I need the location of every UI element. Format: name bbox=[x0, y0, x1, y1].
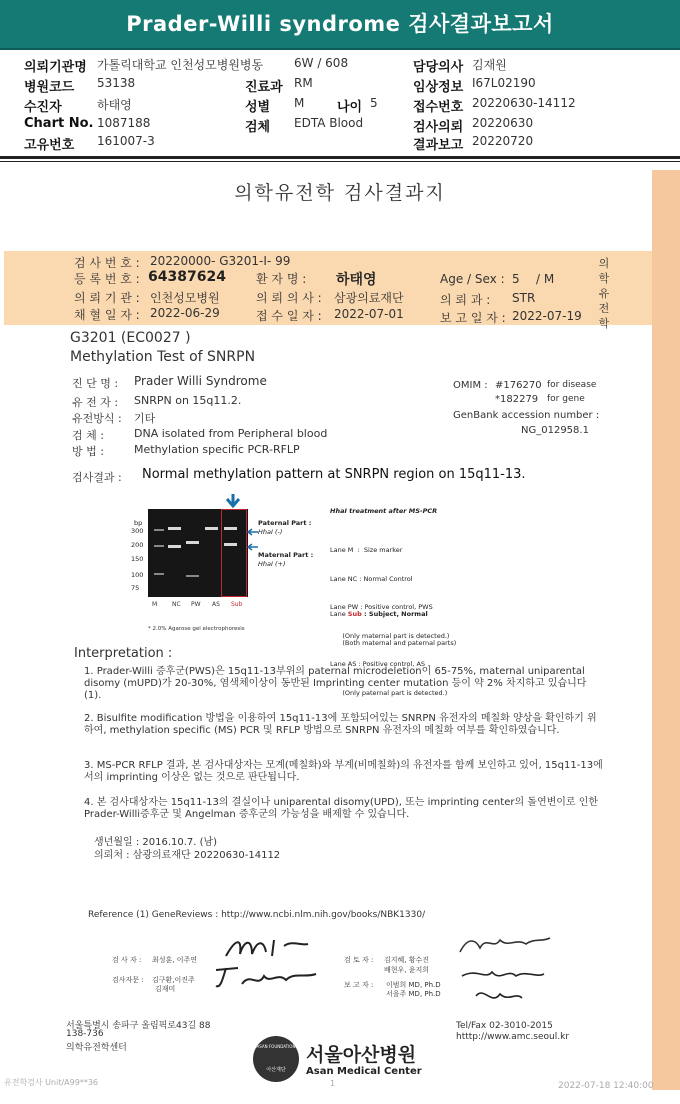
reviewer-value: 김지혜, 황수진 bbox=[384, 956, 430, 964]
test-code: G3201 (EC0027 ) bbox=[70, 330, 191, 346]
interp-item: 4. 본 검사대상자는 15q11-13의 결실이나 uniparental disomy(UPD), 또는 imprinting center의 돌연변이로 인한 Prader-Willi증후군 및 Angelman 증후군의 가능성을 배제할 수 있습니다. bbox=[84, 797, 599, 820]
test-no: 20220000- G3201-I- 99 bbox=[150, 254, 291, 268]
unique-label: 고유번호 bbox=[24, 138, 75, 153]
recv-label: 접 수 일 자 : bbox=[256, 309, 322, 323]
seal-mid-text: 아산재단 bbox=[266, 1067, 286, 1073]
patient-name: 하태영 bbox=[336, 272, 377, 288]
request-label: 검사의뢰 bbox=[413, 120, 464, 135]
patient-info-box bbox=[4, 251, 652, 325]
report-date-value: 2022-07-19 bbox=[512, 309, 582, 323]
tel-fax: Tel/Fax 02-3010-2015 bbox=[456, 1021, 553, 1031]
website: htttp://www.amc.seoul.kr bbox=[456, 1032, 570, 1042]
omim-gene-note: for gene bbox=[547, 394, 585, 404]
paternal-sub: HhaI (-) bbox=[258, 528, 283, 536]
test-no-label: 검 사 번 호 : bbox=[74, 256, 140, 270]
request-value: 20220630 bbox=[472, 116, 534, 130]
seal-top-text: ASAN FOUNDATION bbox=[256, 1044, 296, 1049]
age-label: 나이 bbox=[337, 100, 363, 115]
reference: Reference (1) GeneReviews : http://www.ncbi.nlm.nih.gov/books/NBK1330/ bbox=[88, 910, 426, 920]
lane-sub: Sub bbox=[231, 601, 243, 608]
reviewer-signature-icon bbox=[456, 930, 552, 960]
hospital-code-value: 53138 bbox=[97, 76, 136, 90]
arrow-down-icon bbox=[224, 494, 242, 510]
omim-disease: #176270 bbox=[495, 380, 542, 391]
legend-line: (Only paternal part is detected.) bbox=[330, 688, 448, 697]
doc-title: 의학유전학 검사결과지 bbox=[234, 182, 446, 204]
chart-value: 1087188 bbox=[97, 116, 151, 130]
ward-value: 6W / 608 bbox=[294, 56, 349, 70]
clinical-value: I67L02190 bbox=[472, 76, 536, 90]
diag-label: 진 단 명 : bbox=[72, 377, 119, 390]
dept-value-doc: STR bbox=[512, 291, 536, 305]
tester-value: 최성훈, 이주연 bbox=[152, 956, 198, 964]
lane-as: AS bbox=[212, 601, 220, 608]
receipt-value: 20220630-14112 bbox=[472, 96, 576, 110]
institution-value: 가톨릭대학교 인천성모병원병동 bbox=[97, 58, 264, 72]
report-date-label: 보 고 일 자 : bbox=[440, 311, 506, 325]
dept-label: 진료과 bbox=[245, 80, 283, 95]
legend-sub-name: Sub bbox=[347, 610, 362, 618]
legend-sub-note: (Both maternal and paternal parts) bbox=[330, 638, 457, 647]
tester-label: 검 사 자 : bbox=[112, 956, 142, 964]
specimen-label: 검체 bbox=[245, 120, 271, 135]
subject-lane-highlight bbox=[221, 509, 247, 597]
interp-title: Interpretation : bbox=[74, 646, 173, 661]
interp-item: 1. Prader-Willi 증후군(PWS)은 15q11-13부위의 paternal microdeletion이 65-75%, maternal uniparental disomy (mUPD)가 20-30%, 염색체이상이 동반된 Imprinting center mutation 등이 약 2% 차지하고 있습니다 (1). bbox=[84, 666, 587, 701]
footer-timestamp: 2022-07-18 12:40:00 bbox=[558, 1081, 654, 1091]
omim-disease-note: for disease bbox=[547, 380, 597, 390]
advisor-value: 김구환,이진주 bbox=[152, 976, 195, 984]
req-doc-label: 의 뢰 의 사 : bbox=[256, 291, 322, 305]
gel-band bbox=[186, 541, 199, 544]
inst-value: 인천성모병원 bbox=[150, 291, 220, 305]
interp-item: 3. MS-PCR RFLP 결과, 본 검사대상자는 모계(메칠화)와 부계(비메칠화)의 유전자를 함께 보인하고 있어, 15q11-13에서의 imprinting 이상은 없는 것으로 판단됩니다. bbox=[84, 760, 603, 783]
institution-label: 의뢰기관명 bbox=[24, 60, 87, 75]
sex-value-doc: / M bbox=[536, 272, 555, 286]
tester-signature-icon bbox=[222, 930, 312, 966]
sex-label: 성별 bbox=[245, 100, 271, 115]
advisor-value-2: 김재미 bbox=[155, 985, 176, 993]
gel-footnote: * 2.0% Agarose gel electrophoresis bbox=[148, 626, 245, 632]
report-label: 결과보고 bbox=[413, 138, 464, 153]
legend-line: Lane NC : Normal Control bbox=[330, 574, 413, 583]
legend-title: HhaI treatment after MS-PCR bbox=[330, 507, 438, 515]
omim-gene: *182279 bbox=[495, 394, 539, 405]
hospital-name-kr: 서울아산병원 bbox=[306, 1044, 417, 1066]
ladder-75: 75 bbox=[131, 584, 140, 592]
patient-name-label: 환 자 명 : bbox=[256, 272, 307, 286]
lane-m: M bbox=[152, 601, 158, 608]
lane-nc: NC bbox=[172, 601, 181, 608]
legend-line: Lane M : Size marker bbox=[330, 546, 403, 554]
legend-sub-prefix: Lane bbox=[330, 610, 348, 618]
hospital-name-en: Asan Medical Center bbox=[306, 1066, 422, 1077]
age-value: 5 bbox=[370, 96, 378, 110]
ladder-300: 300 bbox=[131, 527, 144, 535]
report-header bbox=[0, 52, 680, 156]
asan-foundation-seal bbox=[253, 1036, 299, 1082]
ladder-200: 200 bbox=[131, 541, 144, 549]
paternal-label: Paternal Part : bbox=[258, 519, 312, 527]
advisor-label: 검사자문 : bbox=[112, 976, 144, 984]
gel-band bbox=[186, 575, 199, 577]
reporter-value: 이범희 MD, Ph.D bbox=[386, 981, 441, 989]
header-divider-thin bbox=[0, 161, 680, 162]
reporter-signature-icon bbox=[456, 962, 546, 1014]
vertical-label: 의학유전학 bbox=[598, 257, 610, 330]
dept-label-doc: 의 뢰 과 : bbox=[440, 293, 491, 307]
legend-line: Lane AS : Positive control, AS bbox=[330, 660, 426, 668]
reviewer-label: 검 토 자 : bbox=[344, 956, 374, 964]
chart-label: Chart No. bbox=[24, 116, 94, 131]
inherit-value: 기타 bbox=[134, 412, 156, 425]
clinical-label: 임상정보 bbox=[413, 80, 464, 95]
receipt-label: 접수번호 bbox=[413, 100, 464, 115]
footer-page: 1 bbox=[330, 1079, 336, 1088]
sample-label: 검 체 : bbox=[72, 429, 104, 442]
interp-item: 2. Bisulfite modification 방법을 이용하여 15q11-13에 포함되어있는 SNRPN 유전자의 메칠화 양상을 확인하기 위하여, methylation specific (MS) PCR 및 RFLP 방법으로 SNRPN 유전자의 메칠화 여부를 확인하였습니다. bbox=[84, 713, 597, 736]
legend-sub-rest: : Subject, Normal bbox=[361, 610, 428, 618]
reg-no: 64387624 bbox=[148, 269, 226, 285]
reporter-value-2: 서을주 MD, Ph.D bbox=[386, 990, 441, 998]
ladder-150: 150 bbox=[131, 555, 144, 563]
patient-value: 하태영 bbox=[97, 98, 132, 112]
inst-label: 의 뢰 기 관 : bbox=[74, 291, 140, 305]
header-divider bbox=[0, 156, 680, 159]
gel-band bbox=[168, 545, 181, 548]
maternal-label: Maternal Part : bbox=[258, 551, 314, 559]
method-value: Methylation specific PCR-RFLP bbox=[134, 443, 300, 456]
reporter-label: 보 고 자 : bbox=[344, 981, 374, 989]
address-line3: 의학유전학센터 bbox=[66, 1043, 127, 1053]
specimen-value: EDTA Blood bbox=[294, 116, 364, 130]
bp-label: bp bbox=[134, 519, 143, 527]
page-edge-strip bbox=[652, 170, 680, 1090]
req-doc-value: 삼광의료재단 bbox=[334, 291, 404, 305]
gel-band bbox=[205, 527, 218, 530]
maternal-sub: HhaI (+) bbox=[258, 560, 286, 568]
gel-band bbox=[154, 573, 164, 575]
report-value: 20220720 bbox=[472, 134, 534, 148]
test-name: Methylation Test of SNRPN bbox=[70, 349, 256, 365]
patient-label: 수진자 bbox=[24, 100, 62, 115]
age-sex-label: Age / Sex : bbox=[440, 272, 505, 286]
address-line1: 서울특별시 송파구 올림픽로43길 88 bbox=[66, 1021, 211, 1031]
genbank-value: NG_012958.1 bbox=[521, 425, 589, 436]
requester: 의뢰처 : 삼광의료재단 20220630-14112 bbox=[94, 850, 281, 861]
reg-no-label: 등 록 번 호 : bbox=[74, 272, 140, 286]
gene-value: SNRPN on 15q11.2. bbox=[134, 394, 242, 407]
advisor-signature-icon bbox=[212, 962, 322, 992]
doctor-value: 김재원 bbox=[472, 58, 507, 72]
dept-value: RM bbox=[294, 76, 313, 90]
hospital-code-label: 병원코드 bbox=[24, 80, 75, 95]
address-line2: 138-736 bbox=[66, 1029, 104, 1039]
doctor-label: 담당의사 bbox=[413, 60, 464, 75]
legend-line: Lane PW : Positive control, PWS bbox=[330, 603, 433, 611]
genbank-label: GenBank accession number : bbox=[453, 410, 600, 421]
inherit-label: 유전방식 : bbox=[72, 412, 122, 425]
reviewer-value-2: 배현우, 윤지희 bbox=[384, 966, 430, 974]
collect-value: 2022-06-29 bbox=[150, 306, 220, 320]
gene-label: 유 전 자 : bbox=[72, 396, 119, 409]
method-label: 방 법 : bbox=[72, 445, 104, 458]
ladder-100: 100 bbox=[131, 571, 144, 579]
diag-value: Prader Willi Syndrome bbox=[134, 374, 267, 388]
result-label: 검사결과 : bbox=[72, 471, 122, 484]
legend-line: (Only maternal part is detected.) bbox=[330, 631, 450, 640]
result-value: Normal methylation pattern at SNRPN region on 15q11-13. bbox=[142, 467, 526, 482]
age-value-doc: 5 bbox=[512, 272, 520, 286]
collect-label: 채 혈 일 자 : bbox=[74, 308, 140, 322]
gel-band bbox=[154, 529, 164, 531]
sex-value: M bbox=[294, 96, 305, 110]
recv-value: 2022-07-01 bbox=[334, 307, 404, 321]
omim-label: OMIM : bbox=[453, 380, 488, 391]
footer-left: 유전학검사 Unit/A99**36 bbox=[4, 1078, 98, 1087]
sample-value: DNA isolated from Peripheral blood bbox=[134, 427, 328, 440]
legend-subject bbox=[330, 591, 456, 658]
gel-band bbox=[168, 527, 181, 530]
lane-pw: PW bbox=[191, 601, 201, 608]
unique-value: 161007-3 bbox=[97, 134, 155, 148]
report-banner: Prader-Willi syndrome 검사결과보고서 bbox=[0, 0, 680, 50]
birth-date: 생년월일 : 2016.10.7. (남) bbox=[94, 837, 218, 848]
arrow-left-icon bbox=[247, 543, 259, 551]
gel-band bbox=[154, 545, 164, 547]
